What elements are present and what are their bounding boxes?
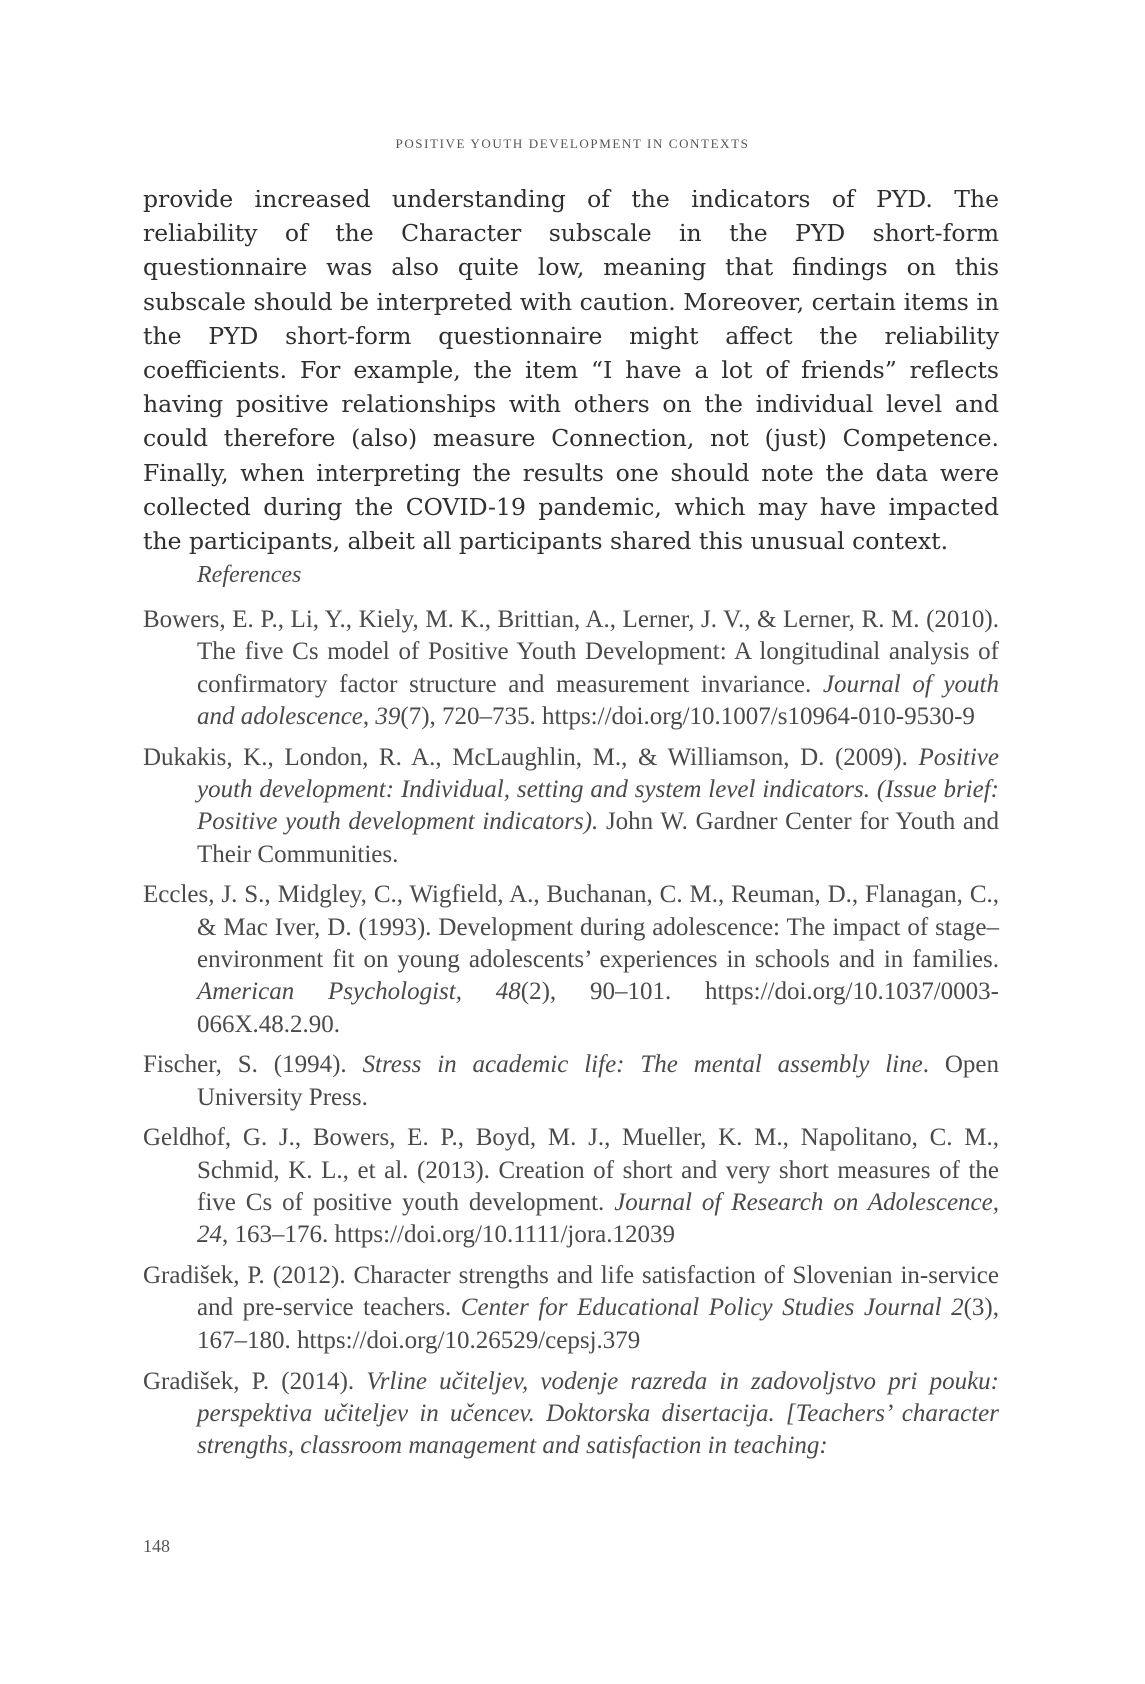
ref-text: Gradišek, P. (2014). — [143, 1367, 367, 1395]
ref-text: , — [362, 702, 376, 730]
ref-text: (3), 167–180. https://doi.org/10.26529/cepsj.379 — [197, 1294, 999, 1354]
ref-text: (2), 90–101. https://doi.org/10.1037/0003-066X.48.2.90. — [197, 978, 999, 1038]
reference-entry-dukakis-2009 — [143, 742, 999, 871]
ref-text: Gradišek, P. (2012). Character strengths and life satisfaction of Slovenian in-service and pre-service teachers. — [143, 1262, 999, 1322]
ref-text: Eccles, J. S., Midgley, C., Wigfield, A., Buchanan, C. M., Reuman, D., Flanagan, C., & Mac Iver, D. (1993). Development during adolescence: The impact of stage–environment fit on young adolescents’ experiences in schools and in families. — [143, 881, 999, 973]
reference-list — [143, 604, 999, 1471]
ref-text: Bowers, E. P., Li, Y., Kiely, M. K., Brittian, A., Lerner, J. V., & Lerner, R. M. (2010). The five Cs model of Positive Youth Development: A longitudinal analysis of confirmatory factor structure and measurement invariance. — [143, 606, 999, 698]
ref-text: (7), 720–735. https://doi.org/10.1007/s10964-010-9530-9 — [400, 702, 975, 730]
ref-text: Geldhof, G. J., Bowers, E. P., Boyd, M. J., Mueller, K. M., Napolitano, C. M., Schmid, K. L., et al. (2013). Creation of short and very short measures of the five Cs of positive youth development. — [143, 1124, 999, 1217]
ref-text: Dukakis, K., London, R. A., McLaughlin, M., & Williamson, D. (2009). — [143, 743, 919, 771]
running-head: POSITIVE YOUTH DEVELOPMENT IN CONTEXTS — [395, 136, 750, 151]
reference-entry-gradisek-2012 — [143, 1260, 999, 1357]
ref-journal: Center for Educational Policy Studies Journal 2 — [460, 1294, 964, 1322]
ref-text: Fischer, S. (1994). — [143, 1051, 363, 1079]
ref-journal: Journal of Research on Adolescence, 24 — [197, 1189, 999, 1249]
reference-entry-geldhof-2013 — [143, 1122, 999, 1251]
ref-title: Vrline učiteljev, vodenje razreda in zadovoljstvo pri pouku: perspektiva učiteljev in učencev. Doktorska disertacija. [Teachers’ character strengths, classroom management and satisfaction in teaching: — [197, 1367, 999, 1460]
ref-title: Stress in academic life: The mental assembly line — [362, 1051, 923, 1079]
reference-entry-fischer-1994 — [143, 1049, 999, 1114]
ref-text: . Open University Press. — [197, 1051, 999, 1111]
ref-title: Positive youth development: Individual, setting and system level indicators. (Issue brief: Positive youth development indicators). — [197, 743, 999, 836]
reference-entry-bowers-2010 — [143, 604, 999, 733]
references-heading: References — [197, 562, 302, 588]
ref-text: , 163–176. https://doi.org/10.1111/jora.12039 — [222, 1221, 676, 1249]
reference-entry-gradisek-2014 — [143, 1366, 999, 1463]
reference-entry-eccles-1993 — [143, 879, 999, 1040]
page-number: 148 — [143, 1536, 170, 1556]
ref-text: John W. Gardner Center for Youth and Their Communities. — [197, 808, 999, 868]
ref-journal: American Psychologist, 48 — [197, 978, 521, 1006]
ref-volume: 39 — [375, 702, 401, 730]
ref-journal: Journal of youth and adolescence — [197, 670, 999, 730]
body-paragraph: provide increased understanding of the indicators of PYD. The reliability of the Character subscale in the PYD short-form questionnaire was also quite low, meaning that findings on this subscale should be interpreted with caution. Moreover, certain items in the PYD short-form questionnaire might affect the reliability coefficients. For example, the item “I have a lot of friends” reflects having positive relationships with others on the individual level and could therefore (also) measure Connection, not (just) Competence. Finally, when interpreting the results one should note the data were collected during the COVID-19 pandemic, which may have impacted the participants, albeit all participants shared this unusual context. — [143, 185, 999, 556]
